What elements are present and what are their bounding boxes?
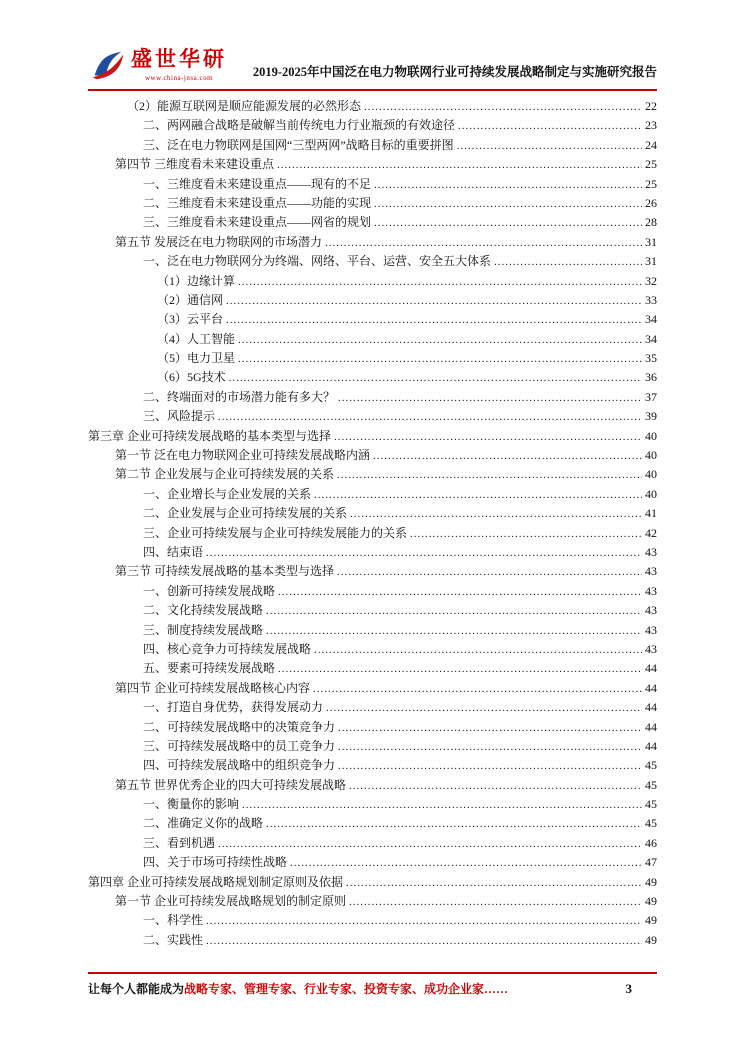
toc-dot-leader: [338, 388, 642, 408]
toc-dot-leader: [338, 737, 642, 757]
toc-entry-label: 第五节 发展泛在电力物联网的市场潜力: [115, 234, 323, 249]
toc-dot-leader: [290, 853, 642, 873]
toc-entry-page: 43: [645, 622, 657, 637]
toc-dot-leader: [374, 194, 642, 214]
toc-entry-page: 25: [645, 157, 657, 172]
toc-entry[interactable]: [88, 465, 657, 484]
toc-dot-leader: [238, 349, 642, 369]
toc-entry-page: 43: [645, 641, 657, 656]
toc-entry-label: （4）人工智能: [157, 331, 236, 346]
toc-entry[interactable]: [88, 407, 657, 426]
toc-entry[interactable]: [88, 543, 657, 562]
toc-dot-leader: [349, 892, 642, 912]
toc-entry-page: 26: [645, 195, 657, 210]
toc-entry[interactable]: [88, 155, 657, 174]
toc-entry-label: 二、实践性: [143, 932, 204, 947]
toc-dot-leader: [218, 407, 642, 427]
toc-entry-page: 46: [645, 835, 657, 850]
toc-dot-leader: [278, 582, 642, 602]
toc-entry-page: 40: [645, 448, 657, 463]
toc-entry-page: 28: [645, 215, 657, 230]
toc-entry-label: 二、终端面对的市场潜力能有多大？: [143, 389, 336, 404]
toc-entry-label: 一、创新可持续发展战略: [143, 583, 276, 598]
toc-entry[interactable]: [88, 349, 657, 368]
toc-dot-leader: [314, 485, 642, 505]
footer-slogan-highlight: 战略专家、管理专家、行业专家、投资专家、成功企业家……: [184, 982, 509, 996]
toc-entry[interactable]: [88, 737, 657, 756]
toc-entry-label: 四、核心竞争力可持续发展战略: [143, 641, 312, 656]
toc-entry-label: 第一节 企业可持续发展战略规划的制定原则: [115, 894, 347, 909]
toc-entry-label: 二、三维度看未来建设重点——功能的实现: [143, 195, 372, 210]
toc-entry-label: 四、关于市场可持续性战略: [143, 855, 288, 870]
toc-entry[interactable]: [88, 640, 657, 659]
toc-entry[interactable]: [88, 659, 657, 678]
toc-dot-leader: [338, 756, 642, 776]
toc-entry-label: 第四章 企业可持续发展战略规划制定原则及依据: [88, 874, 344, 889]
toc-entry-page: 49: [645, 874, 657, 889]
toc-entry-page: 43: [645, 583, 657, 598]
toc-entry[interactable]: [88, 524, 657, 543]
toc-entry-label: 一、衡量你的影响: [143, 797, 240, 812]
toc-dot-leader: [374, 213, 642, 233]
toc-entry[interactable]: [88, 795, 657, 814]
toc-entry-page: 43: [645, 603, 657, 618]
toc-entry[interactable]: [88, 310, 657, 329]
toc-entry[interactable]: [88, 213, 657, 232]
toc-entry-page: 25: [645, 176, 657, 191]
toc-entry-label: 第四节 三维度看未来建设重点: [115, 157, 275, 172]
toc-entry-label: 二、企业发展与企业可持续发展的关系: [143, 506, 348, 521]
toc-entry-page: 39: [645, 409, 657, 424]
toc-entry-page: 36: [645, 370, 657, 385]
footer-slogan-prefix: 让每个人都能成为: [88, 982, 185, 996]
toc-entry[interactable]: [88, 291, 657, 310]
toc-entry[interactable]: [88, 931, 657, 950]
toc-entry-label: 三、风险提示: [143, 409, 216, 424]
toc-entry[interactable]: [88, 853, 657, 872]
toc-entry[interactable]: [88, 252, 657, 271]
toc-dot-leader: [266, 621, 642, 641]
toc-dot-leader: [373, 446, 642, 466]
toc-entry[interactable]: [88, 834, 657, 853]
toc-entry-page: 22: [645, 99, 657, 113]
toc-entry[interactable]: [88, 582, 657, 601]
toc-entry[interactable]: [88, 504, 657, 523]
toc-entry-page: 43: [645, 544, 657, 559]
toc-entry-page: 37: [645, 389, 657, 404]
toc-entry-page: 24: [645, 137, 657, 152]
toc-entry[interactable]: [88, 562, 657, 581]
toc-entry-label: 二、准确定义你的战略: [143, 816, 264, 831]
toc-entry[interactable]: [88, 679, 657, 698]
toc-dot-leader: [266, 601, 642, 621]
toc-dot-leader: [277, 155, 642, 175]
toc-entry-label: 第三节 可持续发展战略的基本类型与选择: [115, 564, 335, 579]
toc-entry-label: 三、可持续发展战略中的员工竞争力: [143, 738, 336, 753]
toc-dot-leader: [494, 252, 642, 272]
toc-entry-label: 三、企业可持续发展与企业可持续发展能力的关系: [143, 525, 408, 540]
toc-dot-leader: [457, 136, 642, 156]
toc-entry[interactable]: [88, 756, 657, 775]
toc-entry[interactable]: [88, 814, 657, 833]
toc-entry-page: 33: [645, 292, 657, 307]
toc-entry-page: 45: [645, 816, 657, 831]
toc-entry-label: （6）5G技术: [157, 370, 226, 385]
toc-entry[interactable]: [88, 718, 657, 737]
toc-dot-leader: [266, 814, 642, 834]
toc-entry-page: 32: [645, 273, 657, 288]
brand-url: www.china-jnsa.com: [144, 73, 214, 82]
toc-entry[interactable]: [88, 776, 657, 795]
toc-entry-page: 45: [645, 777, 657, 792]
toc-dot-leader: [206, 931, 642, 951]
toc-entry-label: 一、打造自身优势，获得发展动力: [143, 700, 324, 715]
page-footer: [88, 980, 657, 997]
toc-entry-page: 44: [645, 661, 657, 676]
footer-rule: [88, 972, 657, 974]
toc-entry-page: 35: [645, 351, 657, 366]
toc-entry-label: 二、文化持续发展战略: [143, 603, 264, 618]
toc-dot-leader: [226, 310, 642, 330]
toc-entry-page: 44: [645, 680, 657, 695]
toc-entry-label: 第二节 企业发展与企业可持续发展的关系: [115, 467, 335, 482]
toc-dot-leader: [325, 233, 642, 253]
toc-dot-leader: [206, 911, 642, 931]
toc-entry-page: 45: [645, 758, 657, 773]
table-of-contents: [88, 97, 657, 950]
toc-dot-leader: [326, 698, 642, 718]
toc-dot-leader: [458, 116, 642, 136]
toc-entry-label: 二、两网融合战略是破解当前传统电力行业瓶颈的有效途径: [143, 118, 456, 133]
brand-text-block: [131, 48, 227, 81]
toc-entry-page: 31: [645, 234, 657, 249]
toc-dot-leader: [206, 543, 642, 563]
toc-entry-label: 第三章 企业可持续发展战略的基本类型与选择: [88, 428, 332, 443]
toc-dot-leader: [374, 175, 642, 195]
toc-entry-label: 三、三维度看未来建设重点——网省的规划: [143, 215, 372, 230]
toc-dot-leader: [242, 795, 642, 815]
toc-entry[interactable]: [88, 892, 657, 911]
toc-entry-page: 45: [645, 797, 657, 812]
toc-entry[interactable]: [88, 911, 657, 930]
toc-dot-leader: [334, 427, 642, 447]
toc-entry-page: 49: [645, 894, 657, 909]
report-title: 2019-2025年中国泛在电力物联网行业可持续发展战略制定与实施研究报告: [252, 65, 657, 80]
toc-entry-label: 二、可持续发展战略中的决策竞争力: [143, 719, 336, 734]
toc-entry[interactable]: [88, 116, 657, 135]
toc-entry-label: 三、制度持续发展战略: [143, 622, 264, 637]
toc-entry-label: （3）云平台: [157, 312, 224, 327]
toc-dot-leader: [346, 873, 642, 893]
toc-entry-label: （2）能源互联网是顺应能源发展的必然形态: [127, 99, 362, 113]
toc-entry[interactable]: [88, 330, 657, 349]
toc-entry[interactable]: [88, 136, 657, 155]
toc-entry-page: 40: [645, 428, 657, 443]
toc-entry-page: 41: [645, 506, 657, 521]
toc-entry[interactable]: [88, 427, 657, 446]
toc-entry-label: 一、泛在电力物联网分为终端、网络、平台、运营、安全五大体系: [143, 254, 492, 269]
toc-entry-page: 34: [645, 331, 657, 346]
toc-entry-page: 43: [645, 564, 657, 579]
toc-entry-label: 三、泛在电力物联网是国网“三型两网”战略目标的重要拼图: [143, 137, 454, 152]
toc-entry-label: 第一节 泛在电力物联网企业可持续发展战略内涵: [115, 448, 371, 463]
toc-entry-page: 23: [645, 118, 657, 133]
toc-entry-page: 40: [645, 486, 657, 501]
toc-entry[interactable]: [88, 194, 657, 213]
toc-entry[interactable]: [88, 388, 657, 407]
brand-logo: [88, 46, 227, 84]
toc-entry-label: 一、企业增长与企业发展的关系: [143, 486, 312, 501]
page-header: [88, 0, 657, 84]
toc-entry-label: 一、三维度看未来建设重点——现有的不足: [143, 176, 372, 191]
toc-dot-leader: [338, 718, 642, 738]
toc-entry-label: （2）通信网: [157, 292, 224, 307]
toc-entry-label: 一、科学性: [143, 913, 204, 928]
toc-entry-page: 34: [645, 312, 657, 327]
header-rule: [88, 89, 657, 91]
toc-dot-leader: [238, 330, 642, 350]
toc-entry-label: （1）边缘计算: [157, 273, 236, 288]
toc-dot-leader: [337, 465, 642, 485]
page-number: 3: [625, 980, 632, 996]
toc-dot-leader: [313, 679, 642, 699]
toc-entry[interactable]: [88, 485, 657, 504]
toc-entry[interactable]: [88, 233, 657, 252]
toc-entry[interactable]: [88, 873, 657, 892]
toc-entry[interactable]: [88, 368, 657, 387]
toc-entry-page: 40: [645, 467, 657, 482]
toc-entry-label: 第四节 企业可持续发展战略核心内容: [115, 680, 311, 695]
toc-entry-page: 44: [645, 738, 657, 753]
toc-entry-page: 44: [645, 700, 657, 715]
toc-entry[interactable]: [88, 698, 657, 717]
toc-dot-leader: [238, 272, 642, 292]
toc-dot-leader: [314, 640, 642, 660]
toc-dot-leader: [229, 368, 642, 388]
toc-dot-leader: [278, 659, 642, 679]
toc-entry-page: 49: [645, 913, 657, 928]
toc-dot-leader: [218, 834, 642, 854]
toc-dot-leader: [349, 776, 642, 796]
toc-entry-page: 42: [645, 525, 657, 540]
toc-entry-page: 47: [645, 855, 657, 870]
brand-logo-icon: [88, 46, 126, 84]
toc-entry-label: 第五节 世界优秀企业的四大可持续发展战略: [115, 777, 347, 792]
toc-entry-label: （5）电力卫星: [157, 351, 236, 366]
toc-entry[interactable]: [88, 601, 657, 620]
toc-entry-page: 44: [645, 719, 657, 734]
toc-dot-leader: [226, 291, 642, 311]
toc-dot-leader: [337, 562, 642, 582]
toc-entry-label: 四、结束语: [143, 544, 204, 559]
toc-entry[interactable]: [88, 621, 657, 640]
toc-entry-page: 49: [645, 932, 657, 947]
toc-entry[interactable]: [88, 446, 657, 465]
toc-entry-label: 四、可持续发展战略中的组织竞争力: [143, 758, 336, 773]
toc-entry[interactable]: [88, 175, 657, 194]
toc-entry-label: 三、看到机遇: [143, 835, 216, 850]
toc-dot-leader: [364, 97, 642, 117]
toc-entry-page: 31: [645, 254, 657, 269]
brand-name: 盛世华研: [131, 47, 227, 72]
toc-entry[interactable]: [88, 97, 657, 116]
toc-entry[interactable]: [88, 272, 657, 291]
footer-slogan: [88, 980, 508, 997]
toc-dot-leader: [410, 524, 642, 544]
toc-entry-label: 五、要素可持续发展战略: [143, 661, 276, 676]
toc-dot-leader: [350, 504, 642, 524]
